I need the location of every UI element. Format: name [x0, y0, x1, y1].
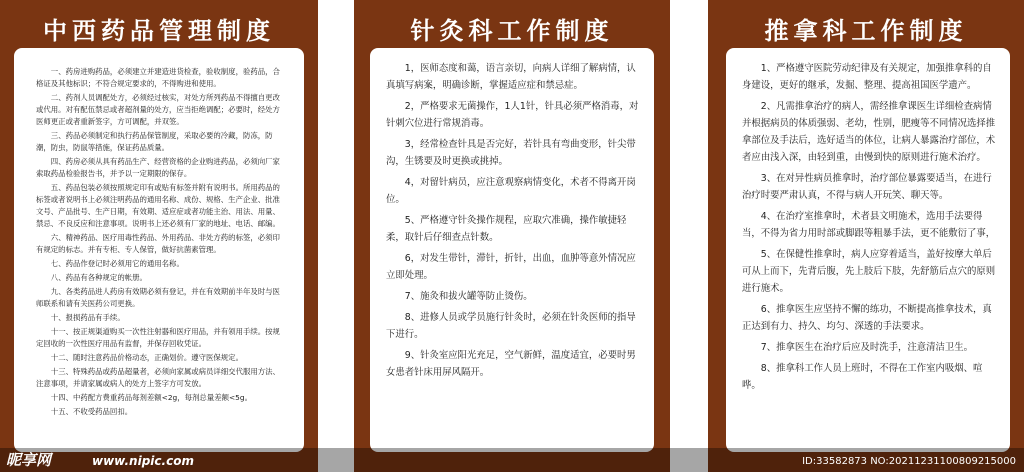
- rule-item: 5、严格遵守针灸操作规程，应取穴准确，操作敏捷轻柔，取针后仔细查点针数。: [386, 215, 627, 243]
- rules-panel: [14, 48, 304, 452]
- rule-item: 3，经常检查针具是否完好，若针具有弯曲变形，针尖带沟，生锈要及时更换或挑掉。: [386, 139, 636, 167]
- rule-item: 2，严格要求无菌操作，1人1针，针具必须严格消毒，对针刺穴位进行常规消毒。: [386, 101, 639, 129]
- rule-item: 4，对留针病员，应注意观察病情变化，术者不得离开岗位。: [386, 177, 636, 205]
- rule-item: 3、在对异性病员推拿时，治疗部位暴露要适当，在进行治疗时要严肃认真，不得与病人开玩笑、聊天等。: [742, 173, 992, 201]
- rule-item: 1，医师态度和蔼，语言亲切，向病人详细了解病情，认真填写病案，明确诊断，掌握适应症和禁忌症。: [386, 63, 636, 91]
- rule-item: 三、药品必须制定和执行药品保管制度，采取必要的冷藏，防冻，防潮，防虫，防鼠等措施，保证药品质量。: [36, 131, 273, 152]
- rule-item: 8、推拿科工作人员上班时，不得在工作室内吸烟、喧哗。: [742, 363, 983, 391]
- rules-list: [370, 48, 654, 381]
- rule-item: 7、施灸和拔火罐等防止烫伤。: [404, 291, 533, 302]
- rule-item: 十四、中药配方费重药品每剂差额<2g，每剂总量差额<5g。: [50, 393, 252, 402]
- rule-item: 四、药房必须从具有药品生产、经营资格的企业购进药品，必须向厂家索取药品检验报告书，并予以一定期限的保存。: [36, 157, 280, 178]
- board-acupuncture: [354, 0, 670, 472]
- rule-item: 2、凡需推拿治疗的病人，需经推拿课医生详细检查病情并根据病员的体质强弱、老幼，性别，肥瘦等不同情况选择推拿部位及手法后，选好适当的体位，让病人暴露治疗部位，术者应由浅入深，由轻到重，由慢到快的原则进行施术治疗。: [742, 101, 996, 163]
- rule-item: 八、药品有各种规定的帐册。: [50, 273, 147, 282]
- rule-item: 七、药品作登记时必须用它的通用名称。: [50, 259, 184, 268]
- rule-item: 4、在治疗室推拿时，术者县文明施术，选用手法要得当，不得为省力用时部或脚跟等粗暴手法，更不能敷衍了事，: [742, 211, 996, 239]
- rule-item: 6，对发生带针，滞针，折针，出血，血肿等意外情况应立即处理。: [386, 253, 636, 281]
- board-title: 针灸科工作制度: [410, 17, 614, 45]
- rule-item: 十二、随时注意药品价格动态，正确划价。遵守医保规定。: [50, 353, 243, 362]
- rule-item: 十一、按正规渠道购买一次性注射器和医疗用品，并有领用手续。按规定回收的一次性医疗用品有监督，并保存回收凭证。: [36, 327, 280, 348]
- board-drug-management: [0, 0, 318, 472]
- rule-item: 十三、特殊药品或药品超量者，必须向家属或病员详细交代服用方法、注意事项，并请家属或病人的处方上签字方可发放。: [36, 367, 280, 388]
- rules-list: [14, 48, 304, 418]
- board-massage: [708, 0, 1024, 472]
- rule-item: 8、进修人员或学员施行针灸时，必须在针灸医师的指导下进行。: [386, 312, 636, 340]
- rule-item: 十、报损药品有手续。: [50, 313, 125, 322]
- watermark-id: ID:33582873 NO:20211231100809215000: [802, 456, 1016, 467]
- rule-item: 5、在保健性推拿时，病人应穿着适当，盖好按摩大单后可从上而下，先背后腹，先上肢后下肢，先舒筋后点穴的原则进行施术。: [742, 249, 996, 294]
- rule-item: 二、药剂人员调配处方，必须经过核实，对处方所列药品不得擅自更改或代用。对有配伍禁忌或者超剂量的处方，应当拒绝调配；必要时，经处方医师更正或者重新签字，方可调配，并双签。: [36, 93, 280, 126]
- rule-item: 1、严格遵守医院劳动纪律及有关规定，加强推拿科的自身建设，更好的继承，发掘、整理、提高祖国医学遗产。: [742, 63, 992, 91]
- watermark-logo: 昵享网: [6, 451, 52, 469]
- watermark-bar: [0, 448, 1024, 472]
- rule-item: 九、各类药品进人药房有效期必须有登记，并在有效期前半年及时与医师联系和请有关医药公司更换。: [36, 287, 280, 308]
- board-title: 中西药品管理制度: [43, 17, 275, 45]
- watermark-url: www.nipic.com: [92, 454, 194, 468]
- rule-item: 五、药品包装必须按照规定印有或贴有标签并附有说明书。所用药品的标签或者说明书上必须注明药品的通用名称、成份、规格、生产企业、批准文号、产品批号、生产日期，有效期、适应症或者功能主治、用法、用量、禁忌、不良反应和注意事项。说明书上还必须有厂家的地址、电话、邮编。: [36, 183, 280, 228]
- board-title: 推拿科工作制度: [764, 17, 968, 45]
- rules-panel: [726, 48, 1010, 452]
- rule-item: 六、精神药品、医疗用毒性药品、外用药品、非处方药的标签，必须印有规定的标志。并有专柜、专人保管，做好抗菌素管理。: [36, 233, 280, 254]
- rule-item: 7、推拿医生在治疗后应及时洗手，注意清洁卫生。: [760, 342, 974, 353]
- rule-item: 十五、不收受药品回扣。: [50, 407, 133, 416]
- rules-panel: [370, 48, 654, 452]
- rule-item: 9、针灸室应阳光充足，空气新鲜，温度适宜，必要时男女患者针床用屏风隔开。: [386, 350, 636, 378]
- rule-item: 一、药房进购药品，必须建立并建造进货检查，验收制度，验药品，合格证及其他标识；不符合规定要求的，不得购进和使用。: [36, 67, 280, 88]
- rules-list: [726, 48, 1010, 394]
- rule-item: 6、推拿医生应坚持不懈的练功，不断提高推拿技术，真正达到有力、持久、均匀、深透的手法要求。: [742, 304, 992, 332]
